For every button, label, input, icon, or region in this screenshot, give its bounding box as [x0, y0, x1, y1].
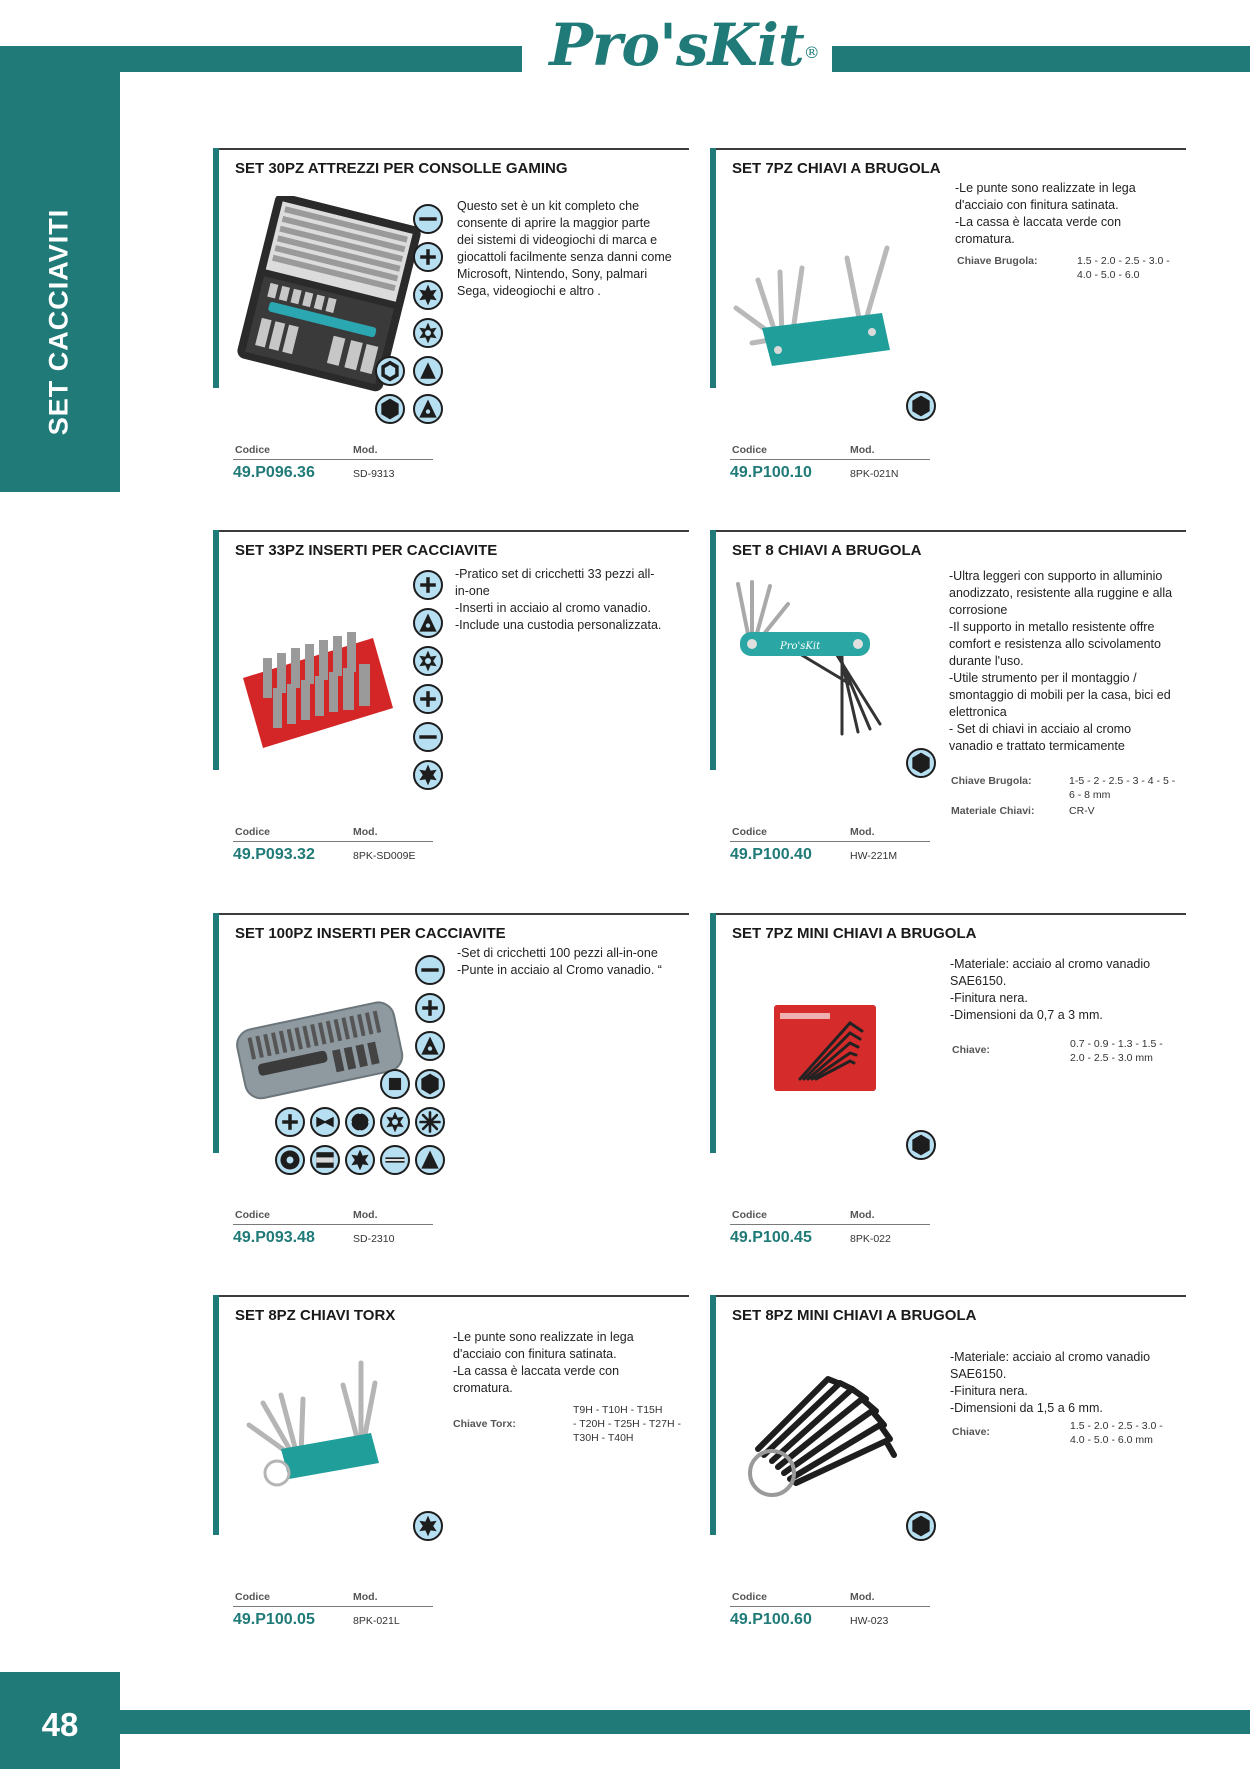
product-title: SET 8 CHIAVI A BRUGOLA — [732, 542, 922, 559]
slotted-bit-icon — [413, 204, 443, 234]
card-side-rule — [213, 913, 219, 1153]
square-bit-icon — [380, 1069, 410, 1099]
tri-wing-bit-icon — [413, 608, 443, 638]
product-card — [213, 148, 689, 518]
spec-value: T9H - T10H - T15H - T20H - T25H - T27H - T30H - T40H — [573, 1404, 681, 1444]
product-card — [213, 1295, 689, 1665]
spec-value: 1.5 - 2.0 - 2.5 - 3.0 - 4.0 - 5.0 - 6.0 mm — [1070, 1420, 1163, 1446]
product-title: SET 30PZ ATTREZZI PER CONSOLLE GAMING — [235, 160, 568, 177]
product-description: -Le punte sono realizzate in lega d'acciaio con finitura satinata. -La cassa è laccata verde con cromatura. — [955, 181, 1136, 246]
product-code: 49.P096.36 — [233, 464, 315, 481]
codice-label: Codice — [235, 1591, 271, 1603]
card-side-rule — [710, 148, 716, 388]
product-card — [710, 148, 1186, 518]
card-side-rule — [213, 148, 219, 388]
triangle-bit-icon — [413, 394, 443, 424]
hex-bit-icon — [906, 391, 936, 421]
codice-rule — [730, 1224, 930, 1225]
card-top-rule — [213, 1295, 689, 1297]
card-top-rule — [710, 530, 1186, 532]
phillips-bit-icon — [275, 1107, 305, 1137]
mod-label: Mod. — [353, 1209, 378, 1221]
slotted-bit-icon — [380, 1145, 410, 1175]
codice-rule — [233, 459, 433, 460]
hex-bit-icon — [906, 748, 936, 778]
torx-bit-icon — [380, 1107, 410, 1137]
product-card — [710, 913, 1186, 1283]
product-model: HW-023 — [850, 1615, 889, 1627]
product-description: -Materiale: acciaio al cromo vanadio SAE6150. -Finitura nera. -Dimensioni da 0,7 a 3 mm. — [950, 957, 1151, 1022]
hex-bit-icon — [906, 1130, 936, 1160]
product-title: SET 8PZ CHIAVI TORX — [235, 1307, 396, 1324]
card-top-rule — [710, 913, 1186, 915]
proskit-logo: Pro'sKit® — [549, 11, 819, 79]
product-photo — [241, 1355, 391, 1495]
product-description: -Pratico set di cricchetti 33 pezzi all- in-one -Inserti in acciaio al cromo vanadio. -Include una custodia personalizzata. — [455, 567, 662, 632]
page-number: 48 — [41, 1706, 79, 1743]
codice-rule — [233, 1606, 433, 1607]
mod-label: Mod. — [850, 1209, 875, 1221]
spec-label: Chiave Brugola: — [957, 255, 1038, 267]
tri-wing-bit-icon — [415, 1031, 445, 1061]
product-photo — [732, 1369, 907, 1519]
product-code: 49.P100.45 — [730, 1229, 812, 1246]
product-code: 49.P100.60 — [730, 1611, 812, 1628]
torx-bit-icon — [413, 760, 443, 790]
slotted-bit-icon — [413, 722, 443, 752]
product-description: -Materiale: acciaio al cromo vanadio SAE6150. -Finitura nera. -Dimensioni da 1,5 a 6 mm. — [950, 1350, 1151, 1415]
product-title: SET 100PZ INSERTI PER CACCIAVITE — [235, 925, 506, 942]
product-model: SD-2310 — [353, 1233, 395, 1245]
product-photo — [722, 238, 922, 398]
torx-bit-icon — [345, 1145, 375, 1175]
card-side-rule — [213, 1295, 219, 1535]
section-tab-label: SET CACCIAVITI — [43, 208, 74, 436]
tri-wing-bit-icon — [415, 1145, 445, 1175]
card-side-rule — [213, 530, 219, 770]
product-card — [710, 530, 1186, 900]
codice-label: Codice — [732, 444, 768, 456]
torx-bit-icon — [413, 1511, 443, 1541]
codice-rule — [730, 459, 930, 460]
spec-row — [951, 774, 1185, 804]
product-description: -Le punte sono realizzate in lega d'acciaio con finitura satinata. -La cassa è laccata verde con cromatura. — [453, 1330, 634, 1395]
codice-rule — [233, 841, 433, 842]
product-model: 8PK-SD009E — [353, 850, 416, 862]
mod-label: Mod. — [850, 444, 875, 456]
product-title: SET 7PZ MINI CHIAVI A BRUGOLA — [732, 925, 977, 942]
mod-label: Mod. — [353, 826, 378, 838]
spline-bit-icon — [345, 1107, 375, 1137]
product-code: 49.P100.10 — [730, 464, 812, 481]
product-card — [213, 913, 689, 1283]
product-card — [710, 1295, 1186, 1665]
security-torx-bit-icon — [413, 318, 443, 348]
spec-row — [453, 1403, 689, 1447]
card-side-rule — [710, 530, 716, 770]
security-torx-bit-icon — [275, 1145, 305, 1175]
codice-label: Codice — [235, 444, 271, 456]
codice-label: Codice — [235, 1209, 271, 1221]
spec-value: CR-V — [1069, 805, 1095, 817]
svg-text:Pro'sKit: Pro'sKit — [780, 641, 821, 652]
slotted-bit-icon — [415, 955, 445, 985]
tri-wing-bit-icon — [413, 356, 443, 386]
product-code: 49.P100.05 — [233, 1611, 315, 1628]
header-bar-left — [0, 46, 522, 72]
product-description: Questo set è un kit completo che consente di aprire la maggior parte dei sistemi di videogiochi di marca e giocattoli facilmente senza danni come Microsoft, Nintendo, Sony, palmari Sega, videogiochi e altro . — [457, 199, 672, 298]
product-code: 49.P093.48 — [233, 1229, 315, 1246]
header-bar-right — [832, 46, 1250, 72]
spec-label: Chiave Brugola: — [951, 775, 1032, 787]
spec-row — [957, 254, 1185, 284]
card-side-rule — [710, 913, 716, 1153]
pentalobe-bit-icon — [310, 1145, 340, 1175]
product-model: SD-9313 — [353, 468, 395, 480]
spec-label: Materiale Chiavi: — [951, 805, 1035, 817]
spec-value: 0.7 - 0.9 - 1.3 - 1.5 - 2.0 - 2.5 - 3.0 mm — [1070, 1038, 1163, 1064]
phillips-bit-icon — [413, 684, 443, 714]
codice-rule — [730, 841, 930, 842]
spec-label: Chiave: — [952, 1044, 990, 1056]
star-bit-icon — [415, 1107, 445, 1137]
product-title: SET 33PZ INSERTI PER CACCIAVITE — [235, 542, 498, 559]
product-title: SET 8PZ MINI CHIAVI A BRUGOLA — [732, 1307, 977, 1324]
phillips-bit-icon — [413, 570, 443, 600]
bowtie-bit-icon — [310, 1107, 340, 1137]
product-description: -Ultra leggeri con supporto in alluminio anodizzato, resistente alla ruggine e alla corrosione -Il supporto in metallo resistente offre comfort e resistenza allo scivolamento durante l'uso. -Utile strumento per il montaggio / smontaggio di mobili per la casa, bici ed elettronica - Set di chiavi in acciaio al cromo vanadio e trattato termicamente — [949, 569, 1173, 753]
card-side-rule — [710, 1295, 716, 1535]
codice-label: Codice — [732, 1591, 768, 1603]
card-top-rule — [213, 530, 689, 532]
product-model: 8PK-022 — [850, 1233, 891, 1245]
spec-row — [952, 1419, 1185, 1449]
spec-row — [951, 804, 1185, 820]
spec-label: Chiave: — [952, 1426, 990, 1438]
security-torx-bit-icon — [413, 646, 443, 676]
hex-bit-icon — [906, 1511, 936, 1541]
product-code: 49.P100.40 — [730, 846, 812, 863]
product-description: -Set di cricchetti 100 pezzi all-in-one -Punte in acciaio al Cromo vanadio. “ — [457, 946, 662, 977]
product-model: 8PK-021L — [353, 1615, 400, 1627]
card-top-rule — [710, 1295, 1186, 1297]
product-model: HW-221M — [850, 850, 898, 862]
product-title: SET 7PZ CHIAVI A BRUGOLA — [732, 160, 941, 177]
codice-label: Codice — [732, 826, 768, 838]
codice-rule — [233, 1224, 433, 1225]
codice-rule — [730, 1606, 930, 1607]
mod-label: Mod. — [850, 1591, 875, 1603]
mod-label: Mod. — [353, 1591, 378, 1603]
mod-label: Mod. — [353, 444, 378, 456]
card-top-rule — [710, 148, 1186, 150]
product-model: 8PK-021N — [850, 468, 899, 480]
mod-label: Mod. — [850, 826, 875, 838]
product-photo — [770, 999, 880, 1099]
spec-label: Chiave Torx: — [453, 1418, 516, 1430]
codice-label: Codice — [732, 1209, 768, 1221]
torx-bit-icon — [413, 280, 443, 310]
card-top-rule — [213, 148, 689, 150]
product-code: 49.P093.32 — [233, 846, 315, 863]
phillips-bit-icon — [415, 993, 445, 1023]
spec-value: 1.5 - 2.0 - 2.5 - 3.0 - 4.0 - 5.0 - 6.0 — [1077, 255, 1170, 281]
hex-bit-icon — [415, 1069, 445, 1099]
codice-label: Codice — [235, 826, 271, 838]
spec-value: 1-5 - 2 - 2.5 - 3 - 4 - 5 - 6 - 8 mm — [1069, 775, 1176, 801]
phillips-bit-icon — [413, 242, 443, 272]
product-card — [213, 530, 689, 900]
hex-socket-bit-icon — [375, 356, 405, 386]
hex-bit-icon — [375, 394, 405, 424]
card-top-rule — [213, 913, 689, 915]
spec-row — [952, 1037, 1185, 1067]
footer-bar — [120, 1710, 1250, 1734]
product-photo — [233, 608, 413, 758]
product-photo — [730, 574, 900, 744]
